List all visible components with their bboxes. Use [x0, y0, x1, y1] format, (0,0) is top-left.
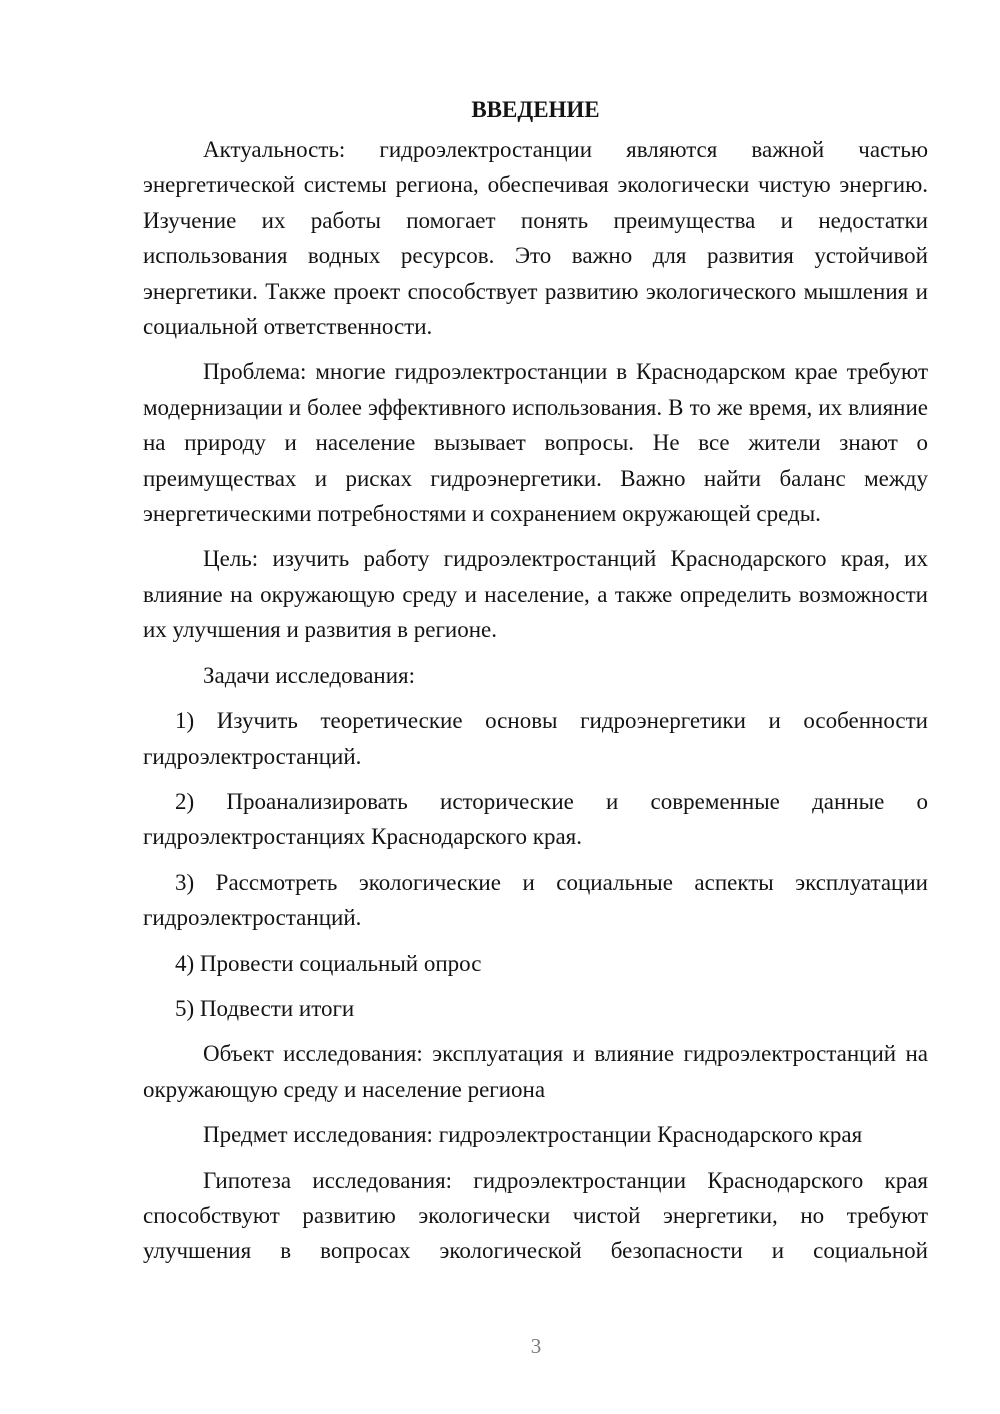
task-item-5: 5) Подвести итоги [175, 995, 355, 1021]
paragraph-subject: Предмет исследования: гидроэлектростанции Краснодарского края [203, 1122, 863, 1148]
task-item-1: 1) Изучить теоретические основы гидроэнергетики и особенности гидроэлектростанций. [143, 708, 928, 769]
task-item-3: 3) Рассмотреть экологические и социальные аспекты эксплуатации гидроэлектростанций. [143, 869, 928, 931]
page-number: 3 [530, 1334, 542, 1358]
task-item-2: 2) Проанализировать исторические и современные данные о гидроэлектростанциях Краснодарского края. [143, 788, 928, 850]
paragraph-problem: Проблема: многие гидроэлектростанции в Краснодарском крае требуют модернизации и более эффективного использования. В то же время, их влияние на природу и население вызывает вопросы. Не все жители знают о преимуществах и рисках гидроэнергетики. Важно найти баланс между энергетическими потребностями и сохранением окружающей среды. [143, 359, 928, 527]
task-item-4: 4) Провести социальный опрос [175, 950, 482, 976]
document-body [143, 92, 928, 1269]
paragraph-object: Объект исследования: эксплуатация и влияние гидроэлектростанций на окружающую среду и население региона [143, 1041, 928, 1102]
paragraph-goal: Цель: изучить работу гидроэлектростанций Краснодарского края, их влияние на окружающую среду и население, а также определить возможности их улучшения и развития в регионе. [143, 546, 928, 643]
paragraph-hypothesis: Гипотеза исследования: гидроэлектростанции Краснодарского края способствуют развитию экологически чистой энергетики, но требуют улучшения в вопросах экологической безопасности и социальной [143, 1167, 928, 1264]
section-heading: ВВЕДЕНИЕ [471, 97, 600, 122]
paragraph-tasks-title: Задачи исследования: [203, 662, 416, 688]
paragraph-relevance: Актуальность: гидроэлектростанции являются важной частью энергетической системы региона, обеспечивая экологически чистую энергию. Изучение их работы помогает понять преимущества и недостатки использования водных ресурсов. Это важно для развития устойчивой энергетики. Также проект способствует развитию экологического мышления и социальной ответственности. [143, 137, 928, 340]
